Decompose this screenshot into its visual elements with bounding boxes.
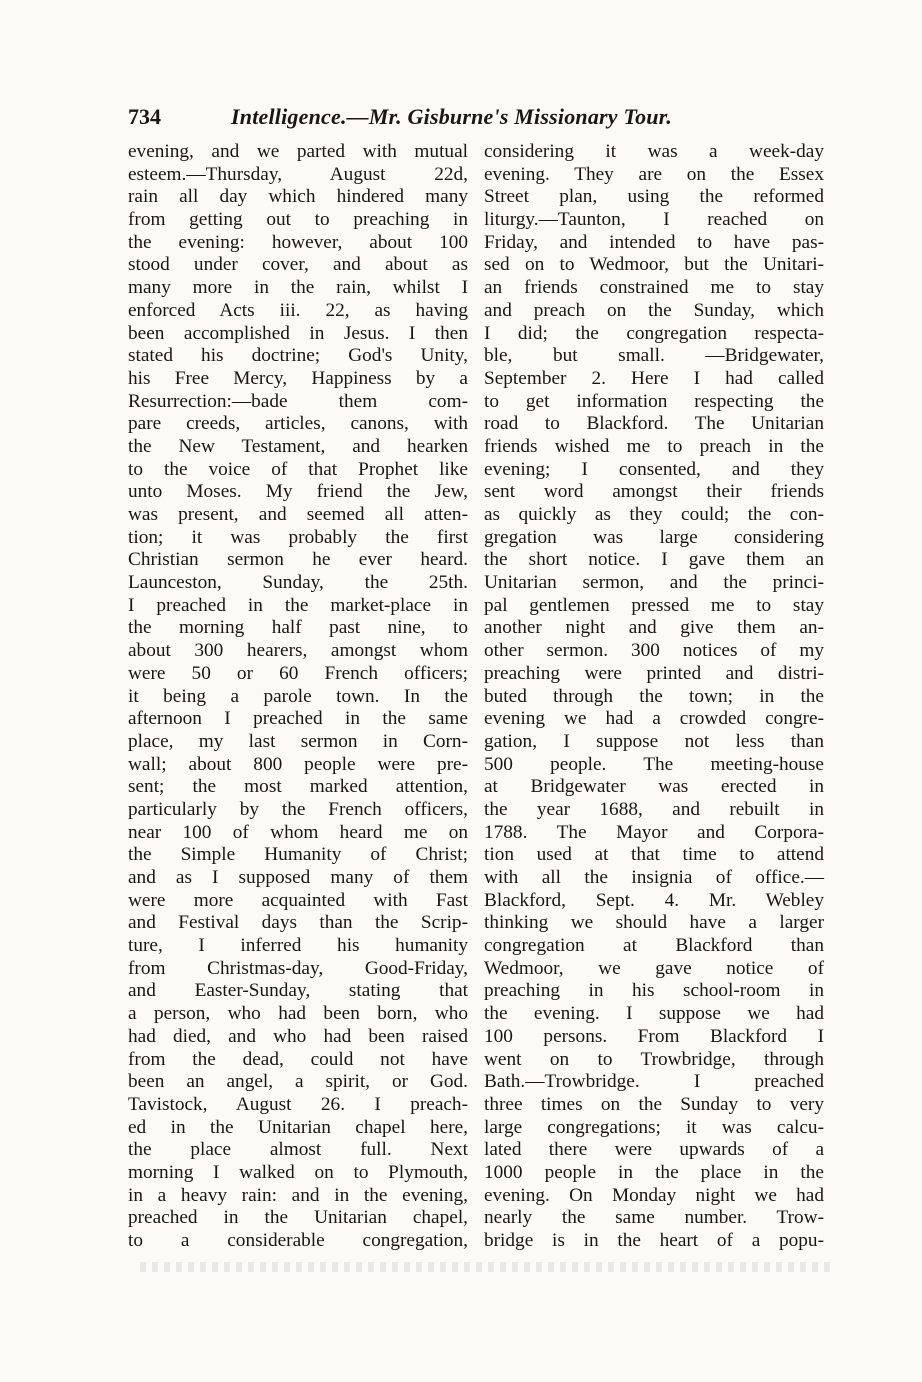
text-line: the place almost full. Next bbox=[128, 1139, 468, 1161]
bleed-through-marks bbox=[140, 1262, 830, 1272]
text-line: the New Testament, and hearken bbox=[128, 435, 468, 457]
text-line: thinking we should have a larger bbox=[484, 912, 824, 934]
text-line: afternoon I preached in the same bbox=[128, 708, 468, 730]
text-line: his Free Mercy, Happiness by a bbox=[128, 367, 468, 389]
text-line: pare creeds, articles, canons, with bbox=[128, 413, 468, 435]
text-line: at Bridgewater was erected in bbox=[484, 776, 824, 798]
text-line: was present, and seemed all atten- bbox=[128, 504, 468, 525]
text-line: from the dead, could not have bbox=[128, 1048, 468, 1070]
text-line: gation, I suppose not less than bbox=[484, 730, 824, 752]
text-line: Tavistock, August 26. I preach- bbox=[128, 1093, 468, 1115]
text-line: large congregations; it was calcu- bbox=[484, 1116, 824, 1138]
text-line: Street plan, using the reformed bbox=[484, 186, 824, 208]
text-line: to a considerable congregation, bbox=[128, 1230, 468, 1251]
text-line: preached in the Unitarian chapel, bbox=[128, 1207, 468, 1229]
text-line: many more in the rain, whilst I bbox=[128, 277, 468, 299]
text-line: been an angel, a spirit, or God. bbox=[128, 1071, 468, 1093]
right-column bbox=[484, 141, 824, 1253]
text-line: three times on the Sunday to very bbox=[484, 1093, 824, 1115]
text-line: 1788. The Mayor and Corpora- bbox=[484, 821, 824, 843]
running-title: Intelligence.—Mr. Gisburne's Missionary Tour. bbox=[231, 104, 672, 129]
text-line: and Easter-Sunday, stating that bbox=[128, 980, 468, 1002]
text-line: Bath.—Trowbridge. I preached bbox=[484, 1071, 824, 1093]
text-line: considering it was a week-day bbox=[484, 141, 824, 162]
text-line: lated there were upwards of a bbox=[484, 1139, 824, 1161]
text-line: September 2. Here I had called bbox=[484, 367, 824, 389]
text-line: from Christmas-day, Good-Friday, bbox=[128, 957, 468, 979]
left-column bbox=[128, 141, 468, 1253]
text-line: particularly by the French officers, bbox=[128, 798, 468, 820]
text-line: stood under cover, and about as bbox=[128, 254, 468, 276]
text-line: the Simple Humanity of Christ; bbox=[128, 844, 468, 866]
text-line: esteem.—Thursday, August 22d, bbox=[128, 163, 468, 185]
text-line: a person, who had been born, who bbox=[128, 1003, 468, 1025]
text-line: liturgy.—Taunton, I reached on bbox=[484, 209, 824, 231]
text-line: I preached in the market-place in bbox=[128, 594, 468, 616]
text-line: an friends constrained me to stay bbox=[484, 277, 824, 299]
text-line: and preach on the Sunday, which bbox=[484, 299, 824, 321]
text-line: in a heavy rain: and in the evening, bbox=[128, 1184, 468, 1206]
text-line: sent word amongst their friends bbox=[484, 481, 824, 503]
text-line: as quickly as they could; the con- bbox=[484, 504, 824, 525]
text-line: evening; I consented, and they bbox=[484, 458, 824, 480]
text-line: the evening: however, about 100 bbox=[128, 231, 468, 253]
text-line: Friday, and intended to have pas- bbox=[484, 231, 824, 253]
text-columns bbox=[128, 141, 822, 1271]
text-line: near 100 of whom heard me on bbox=[128, 821, 468, 843]
text-line: went on to Trowbridge, through bbox=[484, 1048, 824, 1070]
text-line: place, my last sermon in Corn- bbox=[128, 730, 468, 752]
text-line: pal gentlemen pressed me to stay bbox=[484, 594, 824, 616]
text-line: 500 people. The meeting-house bbox=[484, 753, 824, 775]
text-line: the short notice. I gave them an bbox=[484, 549, 824, 571]
text-line: ble, but small. —Bridgewater, bbox=[484, 345, 824, 367]
text-line: about 300 hearers, amongst whom bbox=[128, 640, 468, 662]
text-line: and as I supposed many of them bbox=[128, 867, 468, 888]
text-line: other sermon. 300 notices of my bbox=[484, 640, 824, 662]
page-header bbox=[128, 100, 828, 140]
text-line: tion; it was probably the first bbox=[128, 526, 468, 548]
text-line: evening we had a crowded congre- bbox=[484, 708, 824, 730]
text-line: ture, I inferred his humanity bbox=[128, 935, 468, 957]
text-line: sed on to Wedmoor, but the Unitari- bbox=[484, 254, 824, 276]
text-line: Wedmoor, we gave notice of bbox=[484, 957, 824, 979]
text-line: nearly the same number. Trow- bbox=[484, 1207, 824, 1229]
text-line: the evening. I suppose we had bbox=[484, 1003, 824, 1025]
text-line: it being a parole town. In the bbox=[128, 685, 468, 707]
text-line: were 50 or 60 French officers; bbox=[128, 662, 468, 684]
text-line: evening. They are on the Essex bbox=[484, 163, 824, 185]
text-line: evening. On Monday night we had bbox=[484, 1184, 824, 1206]
text-line: gregation was large considering bbox=[484, 526, 824, 548]
text-line: Unitarian sermon, and the princi- bbox=[484, 572, 824, 594]
text-line: Blackford, Sept. 4. Mr. Webley bbox=[484, 889, 824, 911]
text-line: morning I walked on to Plymouth, bbox=[128, 1161, 468, 1183]
text-line: preaching in his school-room in bbox=[484, 980, 824, 1002]
text-line: preaching were printed and distri- bbox=[484, 662, 824, 684]
text-line: were more acquainted with Fast bbox=[128, 889, 468, 911]
text-line: I did; the congregation respecta- bbox=[484, 322, 824, 344]
text-line: ed in the Unitarian chapel here, bbox=[128, 1116, 468, 1138]
text-line: rain all day which hindered many bbox=[128, 186, 468, 208]
text-line: evening, and we parted with mutual bbox=[128, 141, 468, 162]
text-line: to the voice of that Prophet like bbox=[128, 458, 468, 480]
text-line: Resurrection:—bade them com- bbox=[128, 390, 468, 412]
text-line: tion used at that time to attend bbox=[484, 844, 824, 866]
text-line: 1000 people in the place in the bbox=[484, 1161, 824, 1183]
text-line: road to Blackford. The Unitarian bbox=[484, 413, 824, 435]
text-line: friends wished me to preach in the bbox=[484, 435, 824, 457]
text-line: the morning half past nine, to bbox=[128, 617, 468, 639]
text-line: had died, and who had been raised bbox=[128, 1025, 468, 1047]
text-line: stated his doctrine; God's Unity, bbox=[128, 345, 468, 367]
text-line: enforced Acts iii. 22, as having bbox=[128, 299, 468, 321]
text-line: unto Moses. My friend the Jew, bbox=[128, 481, 468, 503]
text-line: to get information respecting the bbox=[484, 390, 824, 412]
text-line: Launceston, Sunday, the 25th. bbox=[128, 572, 468, 594]
text-line: been accomplished in Jesus. I then bbox=[128, 322, 468, 344]
text-line: 100 persons. From Blackford I bbox=[484, 1025, 824, 1047]
text-line: another night and give them an- bbox=[484, 617, 824, 639]
text-line: Christian sermon he ever heard. bbox=[128, 549, 468, 571]
text-line: and Festival days than the Scrip- bbox=[128, 912, 468, 934]
page-number: 734 bbox=[128, 104, 161, 129]
text-line: bridge is in the heart of a popu- bbox=[484, 1230, 824, 1251]
text-line: from getting out to preaching in bbox=[128, 209, 468, 231]
text-line: buted through the town; in the bbox=[484, 685, 824, 707]
text-line: congregation at Blackford than bbox=[484, 935, 824, 957]
text-line: sent; the most marked attention, bbox=[128, 776, 468, 798]
text-line: with all the insignia of office.— bbox=[484, 867, 824, 888]
text-line: wall; about 800 people were pre- bbox=[128, 753, 468, 775]
text-line: the year 1688, and rebuilt in bbox=[484, 798, 824, 820]
